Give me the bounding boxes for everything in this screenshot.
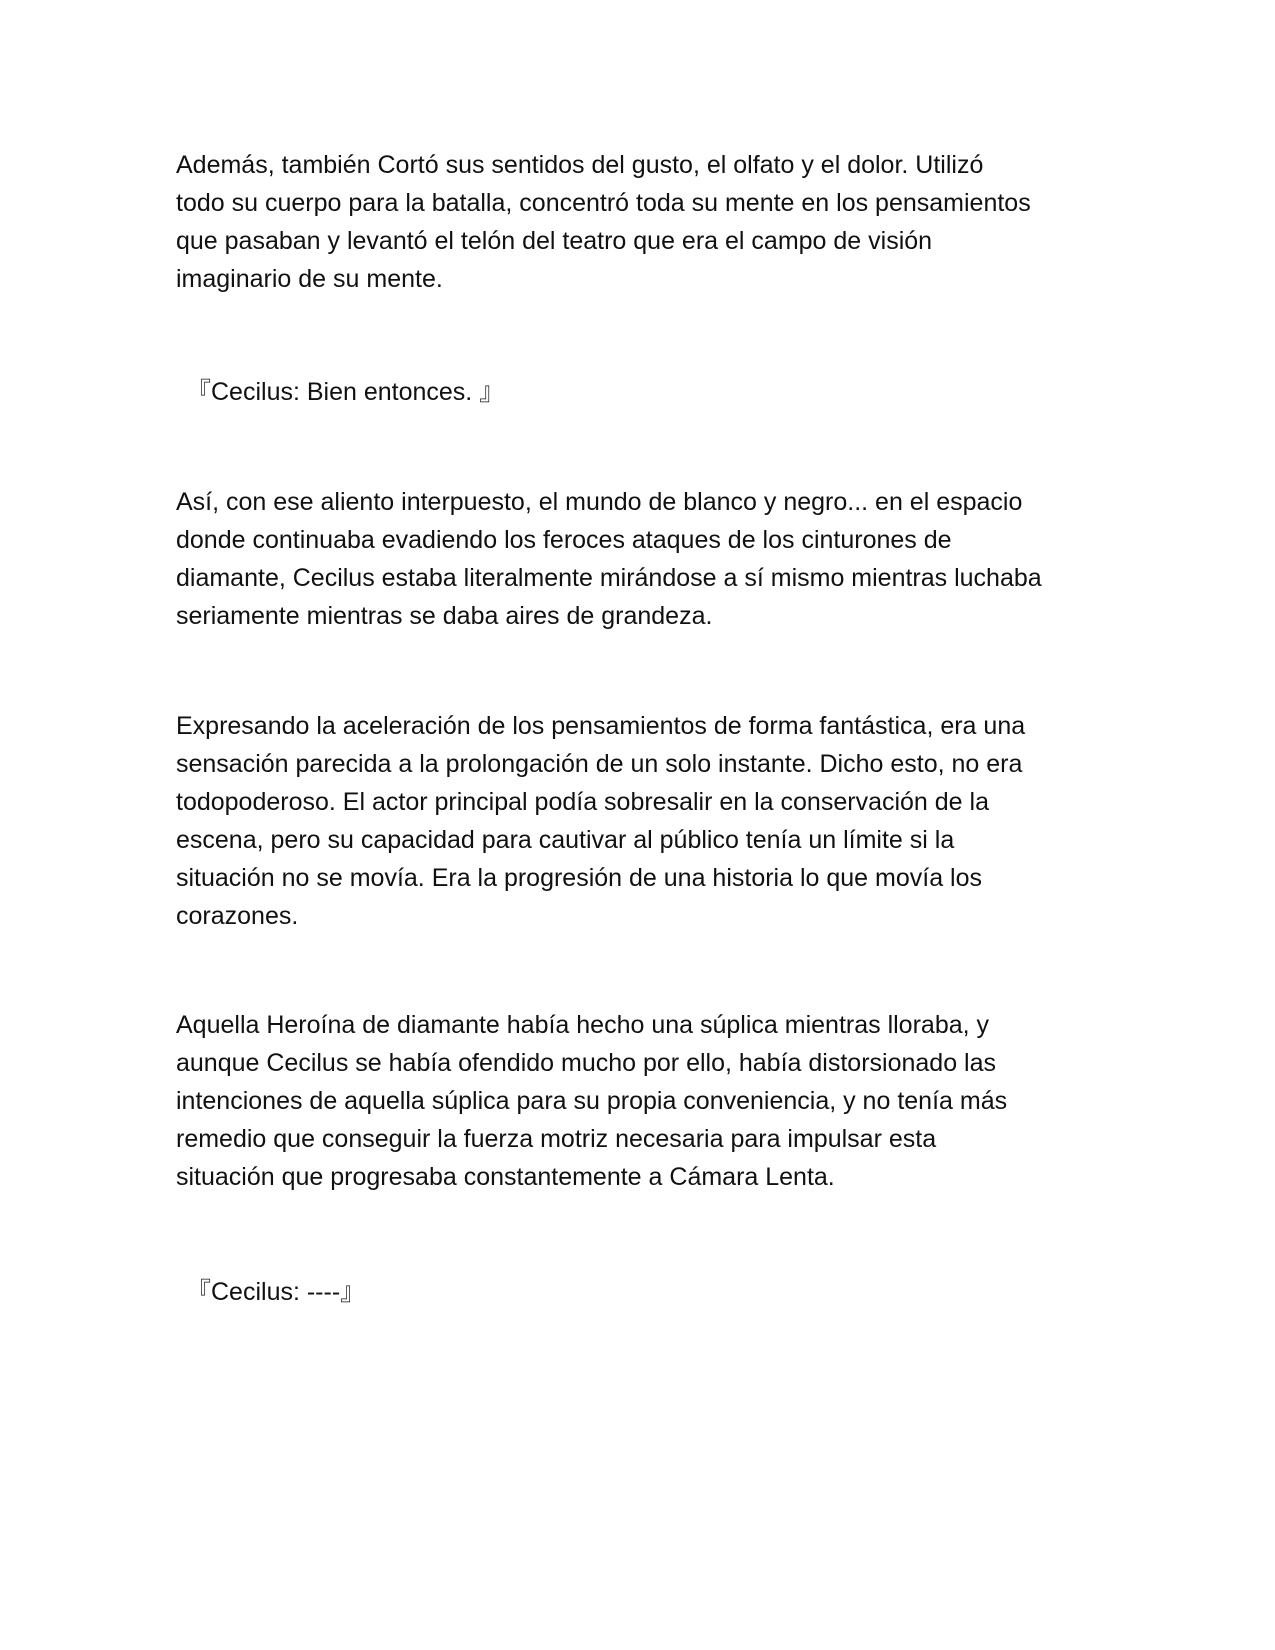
text-line: Expresando la aceleración de los pensamientos de forma fantástica, era una [176,712,1026,740]
text-line: donde continuaba evadiendo los feroces ataques de los cinturones de [176,526,952,554]
paragraph-thought-acceleration [176,707,1096,935]
text-line: situación no se movía. Era la progresión de una historia lo que movía los [176,864,983,892]
text-line: que pasaban y levantó el telón del teatro que era el campo de visión [176,227,933,255]
text-line: corazones. [176,902,299,930]
text-line: aunque Cecilus se había ofendido mucho por ello, había distorsionado las [176,1049,996,1077]
text-line: Además, también Cortó sus sentidos del gusto, el olfato y el dolor. Utilizó [176,151,984,179]
text-line: todopoderoso. El actor principal podía sobresalir en la conservación de la [176,788,989,816]
text-line: escena, pero su capacidad para cautivar al público tenía un límite si la [176,826,955,854]
text-line: situación que progresaba constantemente a Cámara Lenta. [176,1163,835,1191]
dialogue-cecilus-bien-entonces [186,373,1106,411]
text-line: imaginario de su mente. [176,265,443,293]
text-line: Aquella Heroína de diamante había hecho una súplica mientras lloraba, y [176,1011,990,1039]
dialogue-line: 『Cecilus: Bien entonces. 』 [186,378,505,406]
text-line: todo su cuerpo para la batalla, concentró toda su mente en los pensamientos [176,189,1031,217]
dialogue-cecilus-dashes [186,1273,1106,1311]
text-line: seriamente mientras se daba aires de grandeza. [176,602,713,630]
text-line: sensación parecida a la prolongación de un solo instante. Dicho esto, no era [176,750,1023,778]
text-line: intenciones de aquella súplica para su propia conveniencia, y no tenía más [176,1087,1008,1115]
text-line: remedio que conseguir la fuerza motriz necesaria para impulsar esta [176,1125,937,1153]
paragraph-black-white-world [176,483,1096,635]
dialogue-line: 『Cecilus: ----』 [186,1278,366,1306]
paragraph-senses [176,146,1096,298]
text-line: Así, con ese aliento interpuesto, el mundo de blanco y negro... en el espacio [176,488,1023,516]
text-line: diamante, Cecilus estaba literalmente mirándose a sí mismo mientras luchaba [176,564,1042,592]
paragraph-diamond-heroine [176,1006,1096,1196]
